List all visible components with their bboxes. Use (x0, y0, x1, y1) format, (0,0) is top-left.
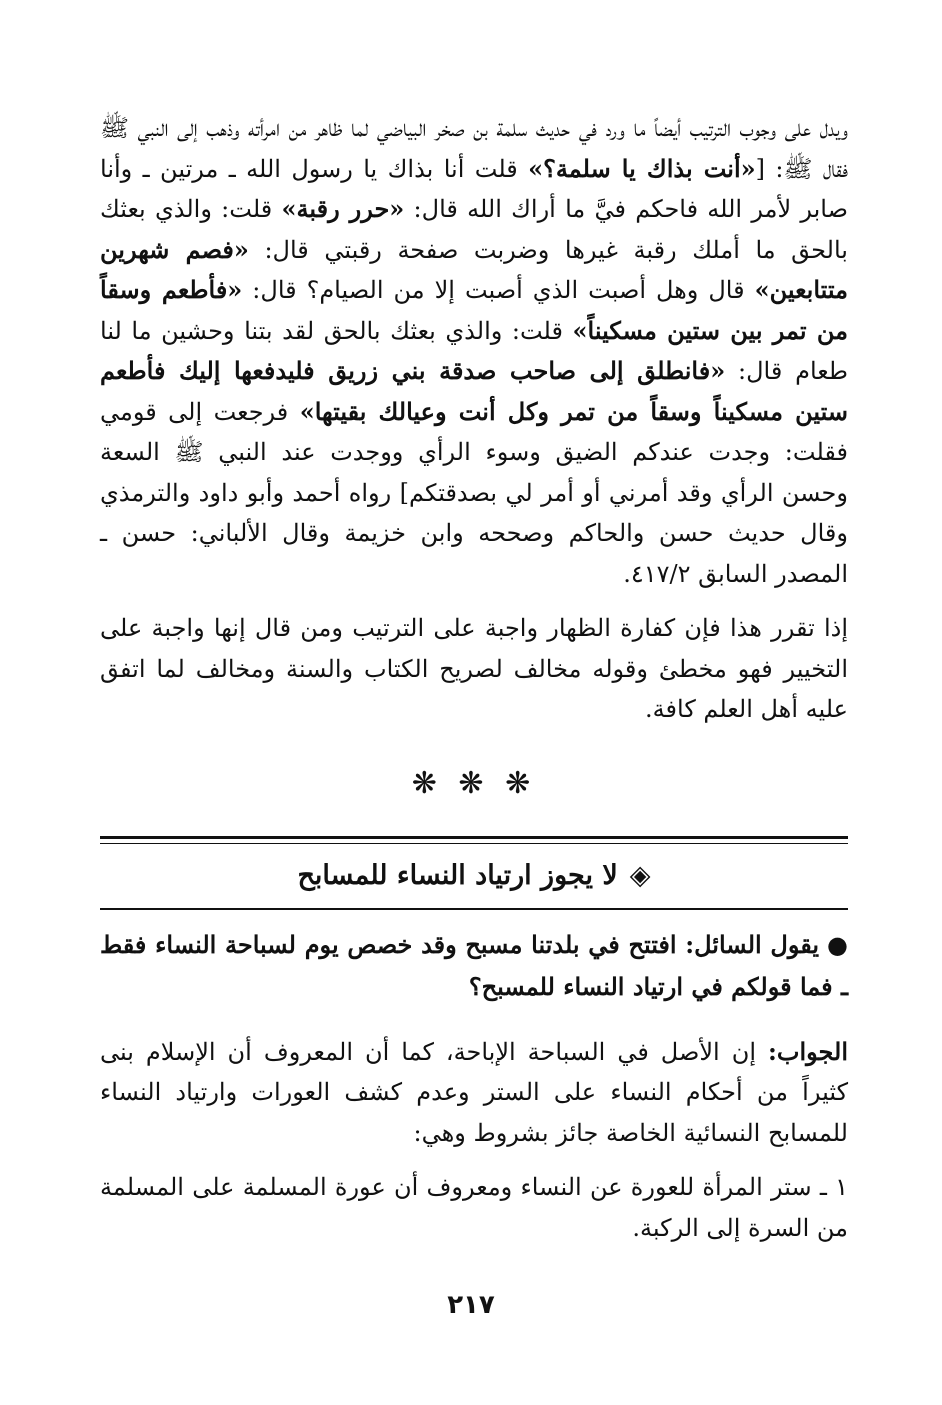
heading-bottom-rule (100, 908, 848, 910)
section-heading (100, 844, 848, 908)
bold-quote: «حرر رقبة» (281, 194, 405, 223)
bold-quote: «فصم شهرين متتابعين» (100, 234, 848, 304)
text-run: قلت: والذي بعثك بالحق ما أملك رقبة غيرها وضربت صفحة رقبتي قال: (100, 195, 848, 264)
condition-item: ١ ـ ستر المرأة للعورة عن النساء ومعروف أن عورة المسلمة على المسلمة من السرة إلى الركبة. (100, 1173, 848, 1242)
page-body (100, 108, 848, 1248)
bullet-icon: ● (827, 929, 848, 959)
section-heading-frame (100, 836, 848, 910)
text-run: قلت أنا بذاك يا رسول الله ـ مرتين ـ وأنا صابر لأمر الله فاحكم فيَّ ما أراك الله قال: (100, 154, 848, 223)
bold-quote: «فأطعم وسقاً من تمر بين ستين مسكيناً» (100, 275, 848, 345)
question-paragraph (100, 924, 848, 1008)
question-text: يقول السائل: افتتح في بلدتنا مسبح وقد خصص يوم لسباحة النساء فقط ـ فما قولكم في ارتياد النساء للمسبح؟ (100, 929, 848, 1001)
text-run: فرجعت إلى قومي فقلت: وجدت عندكم الضيق وسوء الرأي ووجدت عند النبي ﷺ السعة وحسن الرأي وقد أمرني أو أمر لي بصدقتكم] رواه أحمد وأبو داود والترمذي وقال حديث حسن والحاكم وصححه وابن خزيمة وقال الألباني: حسن ـ المصدر السابق ٤١٧/٢. (100, 397, 848, 588)
section-separator: ❋ ❋ ❋ (411, 765, 537, 801)
heading-top-rule (100, 836, 848, 844)
bold-quote: «أنت بذاك يا سلمة؟» (528, 153, 756, 183)
bold-quote: «فانطلق إلى صاحب صدقة بني زريق فليدفعها إليك فأطعم ستين مسكيناً وسقاً من تمر وكل أنت وعيالك بقيتها» (100, 356, 848, 426)
answer-text: إن الأصل في السباحة الإباحة، كما أن المعروف أن الإسلام بنى كثيراً من أحكام النساء على الستر وعدم كشف العورات وارتياد النساء للمسابح النسائية الخاصة جائز بشروط وهي: (100, 1037, 848, 1147)
text-run: قلت: والذي بعثك بالحق لقد بتنا وحشين ما لنا طعام قال: (100, 316, 848, 385)
page-number: ٢١٧ (447, 1290, 495, 1320)
text-run: ويدل على وجوب الترتيب أيضاً ما ورد في حديث سلمة بن صخر البياضي لما ظاهر من امرأته وذهب إلى النبي ﷺ فقال ﷺ: [ (100, 114, 849, 183)
answer-paragraph (100, 1032, 848, 1154)
diamond-icon: ◈ (629, 859, 651, 891)
section-title: لا يجوز ارتياد النساء للمسابح (297, 859, 618, 891)
text-run: قال وهل أصبت الذي أصبت إلا من الصيام؟ قال: (242, 276, 755, 304)
answer-label: الجواب: (768, 1036, 848, 1066)
paragraph-conclusion: إذا تقرر هذا فإن كفارة الظهار واجبة على الترتيب ومن قال إنها واجبة على التخيير فهو مخطئ وقوله مخالف لصريح الكتاب والسنة ومخالف لما اتفق عليه أهل العلم كافة. (100, 614, 848, 723)
paragraph-hadith (100, 108, 848, 594)
